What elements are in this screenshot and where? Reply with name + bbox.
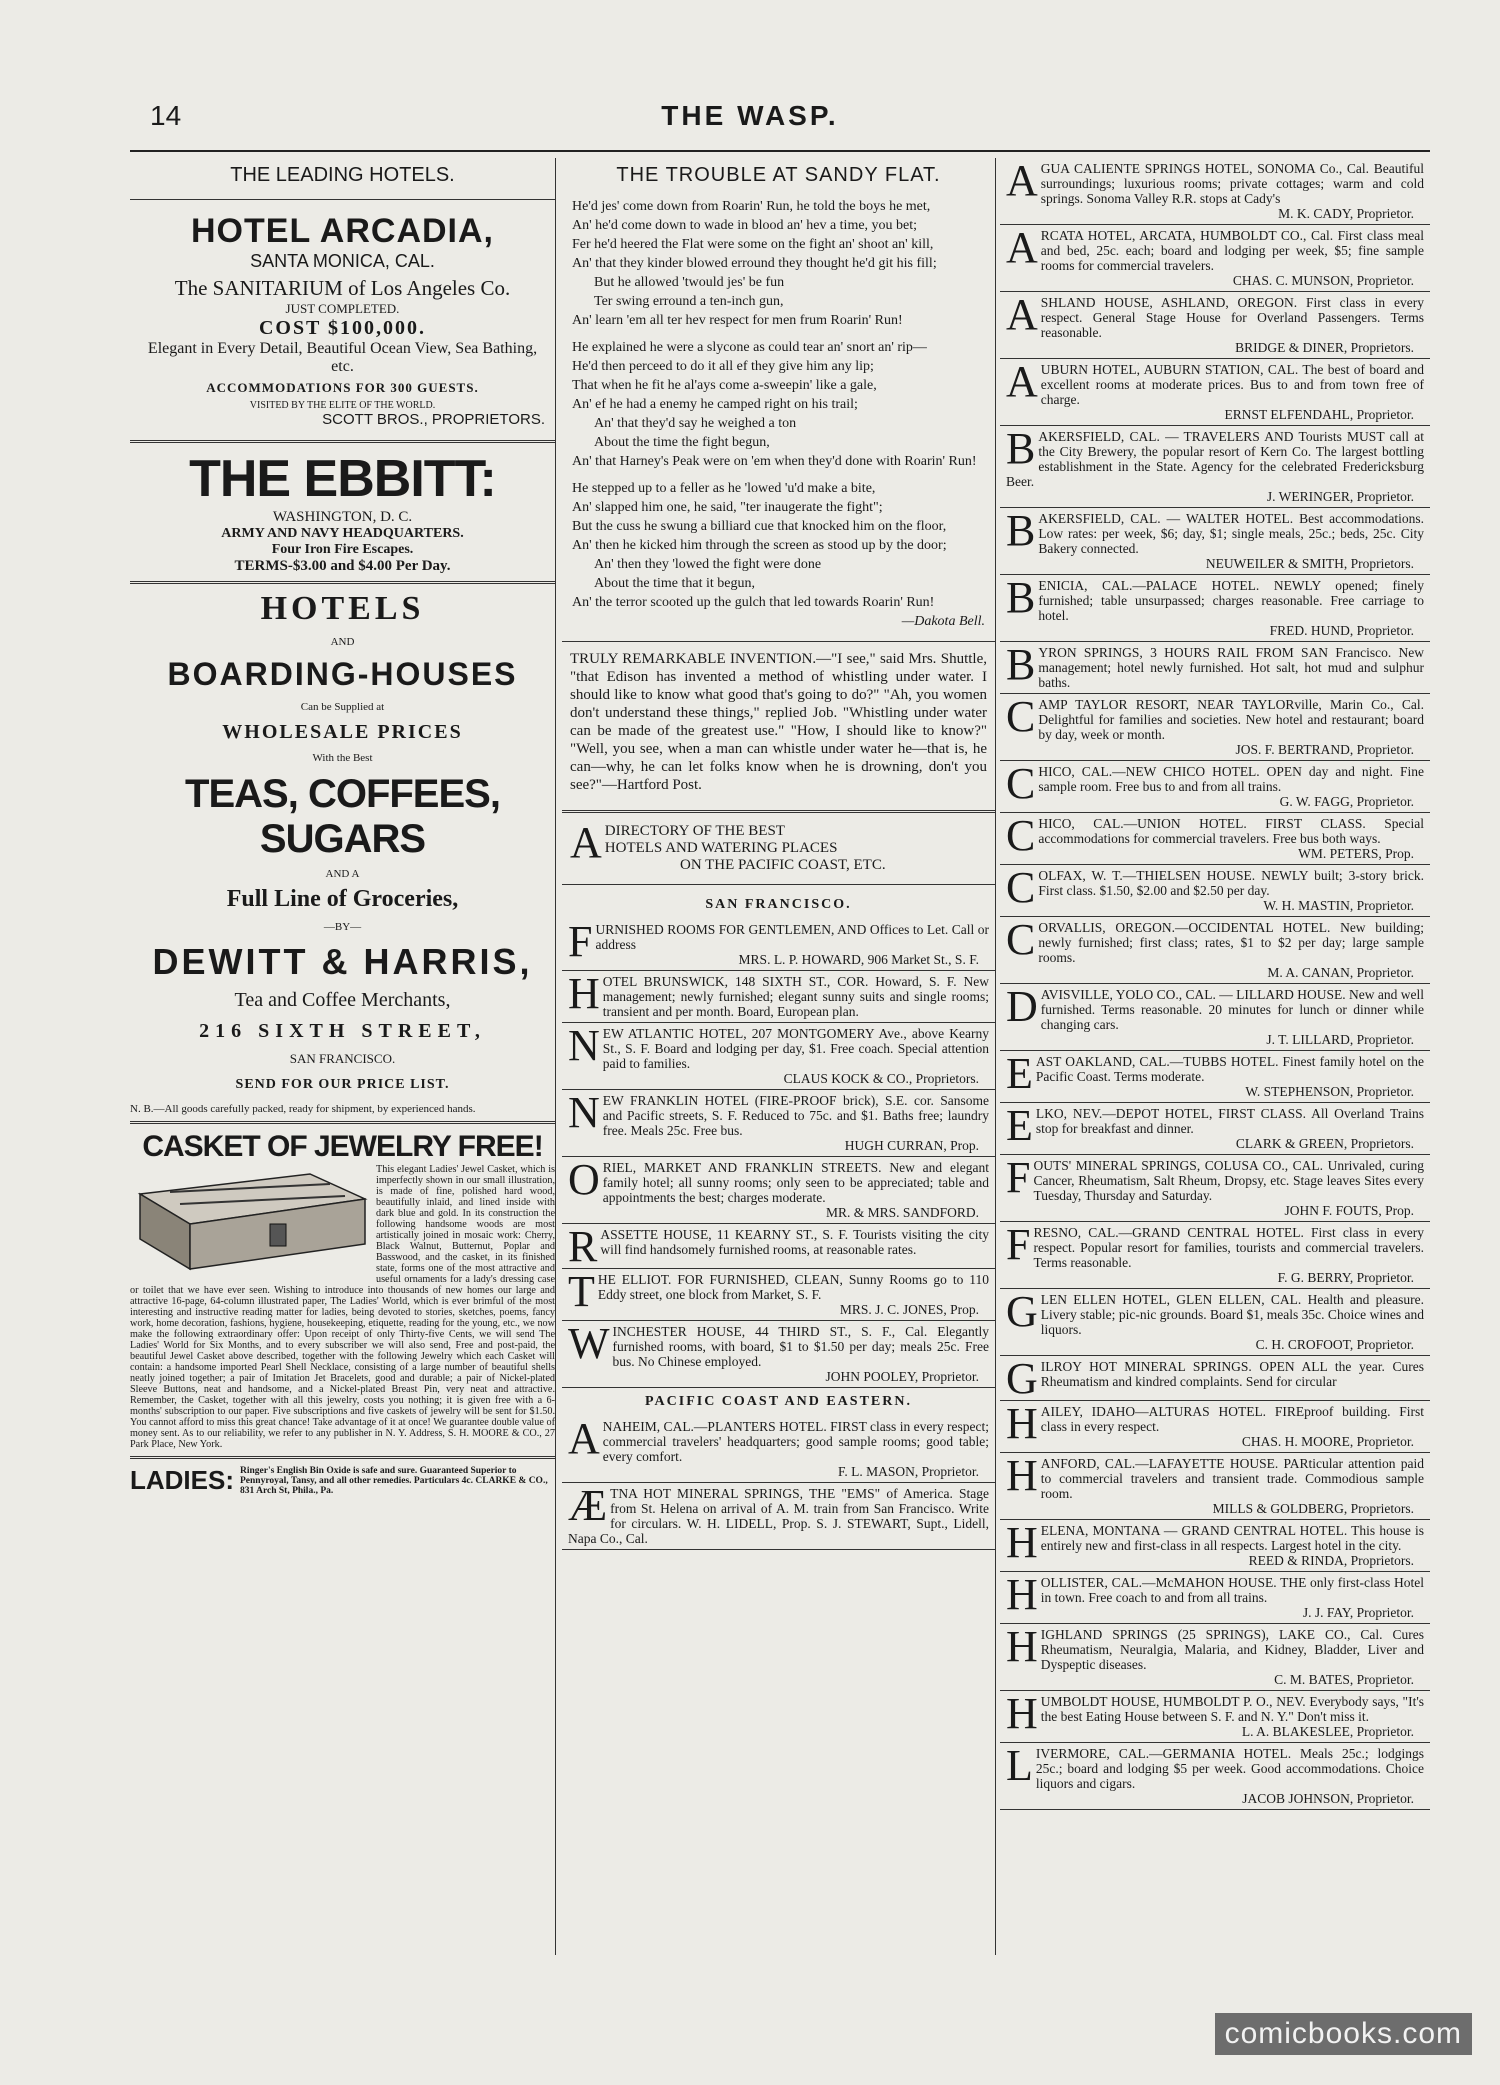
dewitt-teas: TEAS, COFFEES, SUGARS (185, 772, 500, 861)
dewitt-withbest: With the Best (312, 752, 373, 764)
listing-proprietor: L. A. BLAKESLEE, Proprietor. (1241, 1724, 1414, 1739)
hotel-listing (1000, 1453, 1430, 1520)
listing-initial: G (1006, 1354, 1038, 1403)
casket-text: This elegant Ladies' Jewel Casket, which is imperfectly shown in our small illustration, is made of fine, polished hard wood, beautifully inlaid, and lined inside with dark blue and gold. In its construction the following handsome woods are most artistically joined in mosaic work: Cherry, Black Walnut, Butternut, Poplar and Basswood, and the casket, in its finished state, forms one of the most attractive and useful ornaments for a lady's dressing case or toilet that we have ever seen. Wishing to introduce into thousands of new homes our large and attractive 16-page, 64-column illustrated paper, The Ladies' World, which is ever brimful of the most interesting and instructive reading matter for ladies, being devoted to stories, sketches, poems, fancy work, home decoration, fashions, hygiene, housekeeping, etiquette, reading for the young, etc., we now make the following extraordinary offer: Upon receipt of only Thirty-five Cents, we will send The Ladies' World for Six Months, and to every subscriber we will also send, Free and post-paid, the beautiful Jewel Casket above described, together with the following Jewelry which each Casket will contain: a handsome imported Pearl Shell Necklace, consisting of a large number of beautiful shells neatly joined together; a pair of Imitation Jet Bracelets, good and durable; a pair of Nickel-plated Sleeve Buttons, neat and handsome, and a Nickel-plated Breast Pin, very neat and attractive. Remember, the Casket, together with all this jewelry, costs you nothing; it is given free with a 6-months' subscription to our paper. Five subscriptions and five caskets of jewelry will be sent for $1.50. You cannot afford to miss this great chance! Take advantage of it at once! We guarantee double value of money sent. As to our reliability, we refer to any publisher in N. Y. Address, S. H. MOORE & CO., 27 Park Place, New York. (130, 1164, 555, 1450)
hotel-listing (1000, 158, 1430, 225)
ebbitt-terms: TERMS-$3.00 and $4.00 Per Day. (234, 558, 451, 574)
listing-proprietor: M. K. CADY, Proprietor. (1278, 206, 1414, 221)
listing-initial: N (568, 1021, 600, 1070)
leading-hotels-heading: THE LEADING HOTELS. (230, 164, 455, 186)
listing-initial: Æ (568, 1481, 608, 1530)
listing-initial: T (568, 1267, 595, 1316)
listing-text: ILROY HOT MINERAL SPRINGS. OPEN ALL the year. Cures Rheumatism and kindred complaints. Send for circular (1040, 1359, 1424, 1389)
poem-line: Ter swing erround a ten-inch gun, (594, 294, 784, 309)
listing-proprietor: JOHN F. FOUTS, Prop. (1284, 1203, 1414, 1218)
arcadia-accom: ACCOMMODATIONS FOR 300 GUESTS. (206, 380, 479, 395)
dewitt-boarding: BOARDING-HOUSES (167, 656, 518, 692)
hotel-listing (1000, 508, 1430, 575)
poem-line: An' the terror scooted up the gulch that led towards Roarin' Run! (572, 595, 935, 610)
listing-initial: A (568, 1414, 600, 1463)
watermark: comicbooks.com (1215, 2013, 1472, 2055)
poem-line: He explained he were a slycone as could tear an' snort an' rip— (572, 340, 927, 355)
listing-initial: L (1006, 1741, 1033, 1790)
poem-credit: —Dakota Bell. (901, 614, 985, 629)
listing-text: RCATA HOTEL, ARCATA, HUMBOLDT CO., Cal. First class meal and bed, 25c. each; board and lodging per week, $5; fine sample rooms for commercial travelers. (1040, 228, 1424, 273)
invention-anecdote: TRULY REMARKABLE INVENTION.—"I see," said Mrs. Shuttle, "that Edison has invented a method of whistling under water. I should like to know what good that's going to do?" "Ah, you women don't understand these things," replied Job. "Whistling under water can be made of the greatest use." "How, I should like to know?" "Well, you see, when a man can whistle under water he—that is, he can—why, he can let folks know when he is drowning, don't you see?"—Hartford Post. (570, 651, 987, 793)
hotel-listing (562, 1321, 995, 1388)
poem-line: An' ef he had a enemy he camped right on his trail; (572, 397, 858, 412)
listing-initial: C (1006, 692, 1036, 741)
listing-initial: B (1006, 506, 1036, 555)
hotel-listing (1000, 1155, 1430, 1222)
ladies-text: Ringer's English Bin Oxide is safe and sure. Guaranteed Superior to Pennyroyal, Tansy, and all other remedies. Particulars 4c. CLARKE & CO., 831 Arch St, Phila., Pa. (240, 1465, 548, 1496)
listing-initial: F (1006, 1153, 1031, 1202)
arcadia-name: HOTEL ARCADIA, (191, 212, 494, 250)
listing-text: HICO, CAL.—NEW CHICO HOTEL. OPEN day and night. Fine sample room. Free bus to and from all trains. (1038, 764, 1424, 794)
listing-text: AST OAKLAND, CAL.—TUBBS HOTEL. Finest family hotel on the Pacific Coast. Terms moderate. (1035, 1054, 1424, 1084)
hotel-listing (1000, 1691, 1430, 1743)
listing-proprietor: C. M. BATES, Proprietor. (1274, 1672, 1414, 1687)
listing-proprietor: CLAUS KOCK & CO., Proprietors. (783, 1071, 979, 1086)
hotel-listing (1000, 1624, 1430, 1691)
poem-line: That when he fit he al'ays come a-sweepin' like a gale, (572, 378, 877, 393)
hotel-listing (562, 1269, 995, 1321)
hotel-listing (1000, 813, 1430, 865)
poem-line: An' then they 'lowed the fight were done (594, 557, 822, 572)
ladies-ad (130, 1465, 555, 1496)
dewitt-anda: AND A (325, 868, 360, 880)
directory-line: HOTELS AND WATERING PLACES (604, 840, 838, 856)
column-middle (562, 158, 996, 1955)
dewitt-city: SAN FRANCISCO. (289, 1051, 396, 1066)
arcadia-place: SANTA MONICA, CAL. (250, 251, 435, 271)
arcadia-cost: COST $100,000. (258, 317, 427, 339)
listing-proprietor: CHAS. C. MUNSON, Proprietor. (1232, 273, 1414, 288)
listing-text: LEN ELLEN HOTEL, GLEN ELLEN, CAL. Health and pleasure. Livery stable; pic-nic grounds. Board $1, meals 35c. Choice wines and liquors. (1040, 1292, 1424, 1337)
listing-initial: E (1006, 1101, 1033, 1150)
hotel-listing (562, 1416, 995, 1483)
listing-proprietor: JOHN POOLEY, Proprietor. (825, 1369, 979, 1384)
sf-listings (562, 919, 995, 1388)
top-rule (130, 150, 1430, 152)
listing-text: ELENA, MONTANA — GRAND CENTRAL HOTEL. This house is entirely new and first-class in all respects. Largest hotel in the city. (1040, 1523, 1424, 1553)
dewitt-full: Full Line of Groceries, (226, 886, 459, 912)
listing-proprietor: F. G. BERRY, Proprietor. (1277, 1270, 1414, 1285)
listing-text: ENICIA, CAL.—PALACE HOTEL. NEWLY opened; finely furnished; table unsurpassed; charges reasonable. Free carriage to hotel. (1038, 578, 1424, 623)
listing-initial: H (1006, 1399, 1038, 1448)
listing-proprietor: J. J. FAY, Proprietor. (1302, 1605, 1414, 1620)
hotel-listing (1000, 1401, 1430, 1453)
casket-ad (130, 1130, 555, 1496)
hotel-listing (1000, 225, 1430, 292)
poem-line: An' that they kinder blowed erround they thought he'd git his fill; (572, 256, 937, 271)
listing-initial: D (1006, 982, 1038, 1031)
hotel-listing (562, 1023, 995, 1090)
listing-proprietor: CHAS. H. MOORE, Proprietor. (1241, 1434, 1414, 1449)
ebbitt-name: THE EBBITT: (189, 450, 496, 508)
listing-text: NAHEIM, CAL.—PLANTERS HOTEL. FIRST class in every respect; commercial travelers' headquarters; good sample rooms; good table; every comfort. (602, 1419, 989, 1464)
directory-line: ON THE PACIFIC COAST, ETC. (680, 857, 886, 873)
listing-proprietor: C. H. CROFOOT, Proprietor. (1255, 1337, 1414, 1352)
arcadia-completed: JUST COMPLETED. (285, 301, 400, 316)
directory-initial: A (570, 819, 602, 867)
listing-text: YRON SPRINGS, 3 HOURS RAIL FROM SAN Francisco. New management; hotel newly furnished. Hot salt, hot mud and sulphur baths. (1038, 645, 1424, 690)
hotel-listing (1000, 1289, 1430, 1356)
listing-initial: A (1006, 290, 1038, 339)
listing-text: OUTS' MINERAL SPRINGS, COLUSA CO., CAL. Unrivaled, curing Cancer, Rheumatism, Salt Rheum, Dropsy, etc. Stage leaves Sites every Tuesday, Thursday and Saturday. (1033, 1158, 1424, 1203)
arcadia-visited: VISITED BY THE ELITE OF THE WORLD. (249, 400, 436, 411)
hotel-listing (562, 1157, 995, 1224)
listing-initial: H (1006, 1518, 1038, 1567)
dewitt-harris-ad (130, 590, 555, 1115)
dewitt-merchants: Tea and Coffee Merchants, (234, 989, 451, 1011)
listing-text: IGHLAND SPRINGS (25 SPRINGS), LAKE CO., Cal. Cures Rheumatism, Neuralgia, Malaria, and Kidney, Bladder, Liver and Dyspeptic diseases. (1040, 1627, 1424, 1672)
listing-initial: C (1006, 915, 1036, 964)
jewel-casket-illustration (130, 1164, 370, 1279)
listing-text: OTEL BRUNSWICK, 148 SIXTH ST., COR. Howard, S. F. New management; newly furnished; elegant sunny suits and single rooms; transient and per month. Board, European plan. (602, 974, 989, 1019)
listing-proprietor: F. L. MASON, Proprietor. (837, 1464, 979, 1479)
hotel-listing (1000, 1520, 1430, 1572)
listing-initial: B (1006, 573, 1036, 622)
hotel-listing (562, 919, 995, 971)
listing-proprietor: MR. & MRS. SANDFORD. (825, 1205, 979, 1220)
poem-line: An' slapped him one, he said, "ter inaugerate the fight"; (572, 500, 883, 515)
ebbitt-escapes: Four Iron Fire Escapes. (271, 542, 414, 557)
listing-initial: O (568, 1155, 600, 1204)
listing-initial: E (1006, 1049, 1033, 1098)
listing-proprietor: J. WERINGER, Proprietor. (1266, 489, 1414, 504)
hotel-listing (1000, 292, 1430, 359)
listing-text: UMBOLDT HOUSE, HUMBOLDT P. O., NEV. Everybody says, "It's the best Eating House between S. F. and N. Y." Don't miss it. (1040, 1694, 1424, 1724)
listing-proprietor: CLARK & GREEN, Proprietors. (1235, 1136, 1414, 1151)
listing-initial: N (568, 1088, 600, 1137)
listing-text: GUA CALIENTE SPRINGS HOTEL, SONOMA Co., Cal. Beautiful surroundings; luxurious rooms; private cottages; warm and cold springs. Sonoma Valley R.R. stops at Cady's (1040, 161, 1424, 206)
poem-line: An' he'd come down to wade in blood an' hev a time, you bet; (572, 218, 918, 233)
listing-proprietor: W. H. MASTIN, Proprietor. (1263, 898, 1414, 913)
listing-proprietor: JOS. F. BERTRAND, Proprietor. (1235, 742, 1414, 757)
poem-line: About the time the fight begun, (594, 435, 770, 450)
hotel-listing (1000, 1572, 1430, 1624)
listing-text: RIEL, MARKET AND FRANKLIN STREETS. New and elegant family hotel; all sunny rooms; only seen to be appreciated; table and appointments the best; charges moderate. (602, 1160, 989, 1205)
hotel-listing (1000, 984, 1430, 1051)
directory-line: DIRECTORY OF THE BEST (604, 823, 785, 839)
arcadia-props: SCOTT BROS., PROPRIETORS. (322, 411, 545, 428)
pacific-coast-listings (562, 1416, 995, 1550)
casket-title: CASKET OF JEWELRY FREE! (142, 1130, 543, 1163)
dewitt-supplied: Can be Supplied at (300, 701, 385, 713)
listing-text: LKO, NEV.—DEPOT HOTEL, FIRST CLASS. All Overland Trains stop for breakfast and dinner. (1035, 1106, 1424, 1136)
hotel-listing (1000, 642, 1430, 694)
dewitt-street: 216 SIXTH STREET, (199, 1020, 486, 1042)
hotel-listing (1000, 1356, 1430, 1401)
listing-proprietor: J. T. LILLARD, Proprietor. (1266, 1032, 1414, 1047)
listing-text: RESNO, CAL.—GRAND CENTRAL HOTEL. First class in every respect. Popular resort for families, tourists and commercial travelers. Terms reasonable. (1033, 1225, 1424, 1270)
listing-text: OLFAX, W. T.—THIELSEN HOUSE. NEWLY built; 3-story brick. First class. $1.50, $2.00 and $2.50 per day. (1038, 868, 1424, 898)
poem-line: But the cuss he swung a billiard cue that knocked him on the floor, (572, 519, 947, 534)
listing-initial: A (1006, 357, 1038, 406)
ebbitt-place: WASHINGTON, D. C. (272, 509, 413, 525)
listing-initial: R (568, 1222, 598, 1271)
dewitt-send: SEND FOR OUR PRICE LIST. (235, 1077, 450, 1092)
hotel-listing (1000, 865, 1430, 917)
listing-proprietor: ERNST ELFENDAHL, Proprietor. (1224, 407, 1414, 422)
listing-text: IVERMORE, CAL.—GERMANIA HOTEL. Meals 25c.; lodgings 25c.; board and lodging $5 per week. Good accommodations. Choice liquors and cigars. (1035, 1746, 1424, 1791)
masthead: THE WASP. (661, 100, 839, 131)
listing-proprietor: BRIDGE & DINER, Proprietors. (1235, 340, 1414, 355)
hotel-directory-listings (1000, 158, 1430, 1810)
poem-line: He'd then perceed to do it all ef they give him any lip; (572, 359, 874, 374)
listing-initial: C (1006, 811, 1036, 860)
listing-text: ANFORD, CAL.—LAFAYETTE HOUSE. PARticular attention paid to commercial travelers and transient trade. Commodious sample room. (1040, 1456, 1424, 1501)
listing-text: AKERSFIELD, CAL. — TRAVELERS AND Tourists MUST call at the City Brewery, the popular resort of Kern Co. The largest bottling establishment in the State. Agency for the celebrated Fredericksburg Beer. (1006, 429, 1424, 489)
listing-text: AILEY, IDAHO—ALTURAS HOTEL. FIREproof building. First class in every respect. (1040, 1404, 1424, 1434)
listing-proprietor: M. A. CANAN, Proprietor. (1267, 965, 1414, 980)
dewitt-hotels: HOTELS (260, 590, 425, 627)
listing-proprietor: W. STEPHENSON, Proprietor. (1245, 1084, 1414, 1099)
page-number: 14 (150, 100, 182, 131)
dewitt-wholesale: WHOLESALE PRICES (222, 721, 463, 743)
poem-stanza-1 (562, 193, 995, 334)
listing-text: SHLAND HOUSE, ASHLAND, OREGON. First class in every respect. General Stage House for Overland Passengers. Terms reasonable. (1040, 295, 1424, 340)
poem-line: He'd jes' come down from Roarin' Run, he told the boys he met, (572, 199, 931, 214)
sf-heading: SAN FRANCISCO. (705, 897, 852, 912)
listing-initial: B (1006, 424, 1036, 473)
poem-title: THE TROUBLE AT SANDY FLAT. (616, 164, 941, 186)
poem-line: An' that they'd say he weighed a ton (594, 416, 797, 431)
dewitt-firm: DEWITT & HARRIS, (152, 941, 533, 982)
listing-proprietor: MRS. L. P. HOWARD, 906 Market St., S. F. (738, 952, 979, 967)
listing-text: URNISHED ROOMS FOR GENTLEMEN, AND Offices to Let. Call or address (595, 922, 989, 952)
listing-text: ASSETTE HOUSE, 11 KEARNY ST., S. F. Tourists visiting the city will find handsomely furnished rooms, at reasonable rates. (600, 1227, 989, 1257)
poem-stanza-2 (562, 334, 995, 475)
poem-line: An' then he kicked him through the screen as stood up by the door; (572, 538, 947, 553)
listing-initial: H (1006, 1689, 1038, 1738)
directory-heading (562, 819, 995, 878)
hotel-listing (562, 971, 995, 1023)
hotel-listing (1000, 1743, 1430, 1810)
listing-proprietor: MILLS & GOLDBERG, Proprietors. (1212, 1501, 1414, 1516)
hotel-listing (1000, 917, 1430, 984)
listing-proprietor: WM. PETERS, Prop. (1298, 846, 1414, 861)
listing-initial: H (1006, 1451, 1038, 1500)
listing-text: UBURN HOTEL, AUBURN STATION, CAL. The best of board and excellent rooms at moderate prices. Bus to and from town free of charge. (1040, 362, 1424, 407)
arcadia-detail: Elegant in Every Detail, Beautiful Ocean View, Sea Bathing, etc. (147, 340, 538, 375)
listing-initial: C (1006, 863, 1036, 912)
listing-initial: H (568, 969, 600, 1018)
listing-proprietor: MRS. J. C. JONES, Prop. (839, 1302, 979, 1317)
hotel-listing (562, 1224, 995, 1269)
listing-text: EW FRANKLIN HOTEL (FIRE-PROOF brick), S.E. cor. Sansome and Pacific streets, S. F. Reduced to 75c. and $1. Baths free; laundry free. Meals 25c. Free bus. (602, 1093, 989, 1138)
dewitt-by: —BY— (323, 921, 362, 933)
hotel-listing (1000, 1222, 1430, 1289)
hotel-listing (1000, 426, 1430, 508)
poem-line: An' that Harney's Peak were on 'em when they'd done with Roarin' Run! (572, 454, 977, 469)
listing-proprietor: JACOB JOHNSON, Proprietor. (1242, 1791, 1414, 1806)
dewitt-and: AND (330, 636, 355, 648)
dewitt-nb: N. B.—All goods carefully packed, ready for shipment, by experienced hands. (130, 1103, 476, 1115)
listing-initial: A (1006, 158, 1038, 205)
listing-text: EW ATLANTIC HOTEL, 207 MONTGOMERY Ave., above Kearny St., S. F. Board and lodging per day, $1. Free coach. Special attention paid to families. (602, 1026, 989, 1071)
listing-text: HICO, CAL.—UNION HOTEL. FIRST CLASS. Special accommodations for commercial travelers. Free bus both ways. (1038, 816, 1424, 846)
ebbitt-ad (130, 449, 555, 575)
listing-text: ORVALLIS, OREGON.—OCCIDENTAL HOTEL. New building; newly furnished; first class; rates, $1 to $2 per day; large sample rooms. (1038, 920, 1424, 965)
hotel-arcadia-ad (130, 206, 555, 434)
listing-text: HE ELLIOT. FOR FURNISHED, CLEAN, Sunny Rooms go to 110 Eddy street, one block from Market, S. F. (597, 1272, 989, 1302)
poem-line: But he allowed 'twould jes' be fun (594, 275, 785, 290)
hotel-listing (1000, 359, 1430, 426)
pacific-coast-heading: PACIFIC COAST AND EASTERN. (645, 1394, 912, 1409)
listing-initial: B (1006, 640, 1036, 689)
listing-initial: H (1006, 1570, 1038, 1619)
listing-text: TNA HOT MINERAL SPRINGS, THE "EMS" of America. Stage from St. Helena on arrival of A. M. train from San Francisco. Write for circulars. W. H. LIDELL, Prop. S. J. STEWART, Supt., Lidell, Napa Co., Cal. (568, 1486, 989, 1546)
hotel-listing (1000, 575, 1430, 642)
listing-text: AMP TAYLOR RESORT, NEAR TAYLORville, Marin Co., Cal. Delightful for families and societies. New hotel and restaurant; board by day, week or month. (1038, 697, 1424, 742)
listing-proprietor: G. W. FAGG, Proprietor. (1279, 794, 1414, 809)
listing-proprietor: HUGH CURRAN, Prop. (844, 1138, 979, 1153)
listing-proprietor: FRED. HUND, Proprietor. (1269, 623, 1414, 638)
listing-proprietor: NEUWEILER & SMITH, Proprietors. (1205, 556, 1414, 571)
listing-text: OLLISTER, CAL.—McMAHON HOUSE. THE only first-class Hotel in town. Free coach to and from all trains. (1040, 1575, 1424, 1605)
hotel-listing (1000, 761, 1430, 813)
listing-initial: F (1006, 1220, 1031, 1269)
poem-line: About the time that it begun, (594, 576, 755, 591)
column-left (130, 158, 556, 1955)
hotel-listing (1000, 1103, 1430, 1155)
listing-initial: F (568, 917, 593, 966)
listing-text: INCHESTER HOUSE, 44 THIRD ST., S. F., Cal. Elegantly furnished rooms, with board, $1 to $1.50 per day; meals 25c. Free bus. No Chinese employed. (612, 1324, 989, 1369)
listing-initial: A (1006, 223, 1038, 272)
listing-initial: C (1006, 759, 1036, 808)
poem-line: He stepped up to a feller as he 'lowed 'u'd make a bite, (572, 481, 876, 496)
ladies-word: LADIES: (130, 1465, 234, 1495)
ebbitt-hq: ARMY AND NAVY HEADQUARTERS. (221, 526, 464, 541)
hotel-listing (562, 1090, 995, 1157)
hotel-listing (1000, 694, 1430, 761)
listing-text: AVISVILLE, YOLO CO., CAL. — LILLARD HOUSE. New and well furnished. Terms reasonable. 20 minutes for lunch or dinner while changing cars. (1040, 987, 1424, 1032)
poem-line: Fer he'd heered the Flat were some on the fight an' shoot an' kill, (572, 237, 934, 252)
poem-line: An' learn 'em all ter hev respect for men frum Roarin' Run! (572, 313, 903, 328)
arcadia-sanitarium: The SANITARIUM of Los Angeles Co. (174, 276, 511, 300)
listing-proprietor: REED & RINDA, Proprietors. (1248, 1553, 1414, 1568)
listing-text: AKERSFIELD, CAL. — WALTER HOTEL. Best accommodations. Low rates: per week, $6; day, $1; single meals, 25c.; beds, 25c. City Bakery connected. (1038, 511, 1424, 556)
hotel-listing (1000, 1051, 1430, 1103)
column-right (1000, 158, 1430, 1955)
poem-stanza-3 (562, 475, 995, 635)
listing-initial: H (1006, 1622, 1038, 1671)
hotel-listing (562, 1483, 995, 1550)
listing-initial: G (1006, 1287, 1038, 1336)
listing-initial: W (568, 1319, 610, 1368)
